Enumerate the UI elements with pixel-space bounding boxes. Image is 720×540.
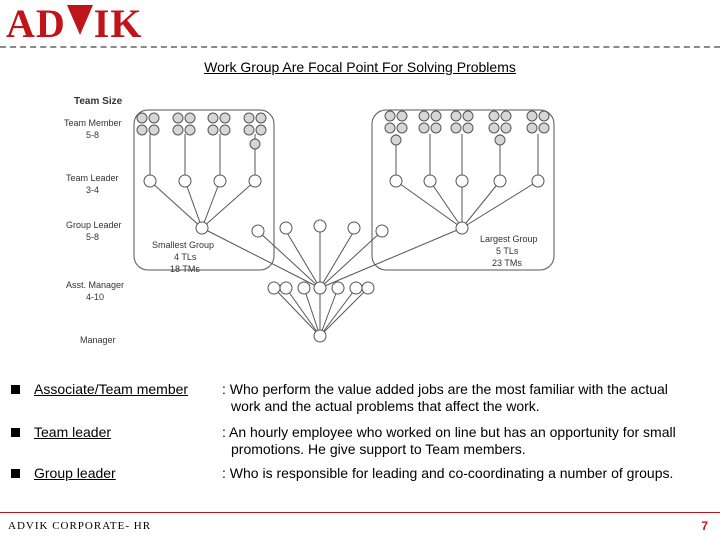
page-number: 7 [701,519,708,533]
largest-group-box [372,110,554,270]
level-range: 5-8 [86,130,100,140]
level-label: Manager [80,335,116,345]
level-range: 5-8 [86,232,100,242]
advik-logo: AD IK [6,1,143,46]
smallest-group-tls: 4 TLs [174,252,197,262]
term-team-leader: Team leader [34,424,112,440]
footer-text: ADVIK CORPORATE- HR [8,520,152,532]
footer-divider [0,512,720,513]
desc-group-leader: : Who is responsible for leading and co-coordinating a number of groups. [222,465,674,481]
level-label: Asst. Manager [66,280,125,290]
largest-group-label: Largest Group [480,234,538,244]
smallest-group-tms: 18 TMs [170,264,200,274]
desc-associate: : Who perform the value added jobs are the most familiar with the actual work and the actual problems that affect the work. [222,381,668,414]
bullet-icon [11,428,20,437]
largest-group-tls: 5 TLs [496,246,519,256]
org-structure-diagram [30,88,570,350]
level-range: 3-4 [86,185,100,195]
level-label: Group Leader [66,220,122,230]
bullet-icon [11,469,20,478]
term-associate: Associate/Team member [34,381,189,397]
slide-title: Work Group Are Focal Point For Solving Problems [204,59,516,75]
term-group-leader: Group leader [34,465,116,481]
logo-triangle-icon [67,5,93,35]
desc-team-leader: : An hourly employee who worked on line but has an opportunity for small promotions. He give support to Team members. [222,424,676,457]
header-divider [0,46,720,48]
largest-group-tms: 23 TMs [492,258,522,268]
team-size-heading: Team Size [74,96,123,107]
bullet-icon [11,385,20,394]
level-label: Team Leader [66,173,119,183]
smallest-group-label: Smallest Group [152,240,215,250]
level-range: 4-10 [86,292,105,302]
level-label: Team Member [64,118,122,128]
